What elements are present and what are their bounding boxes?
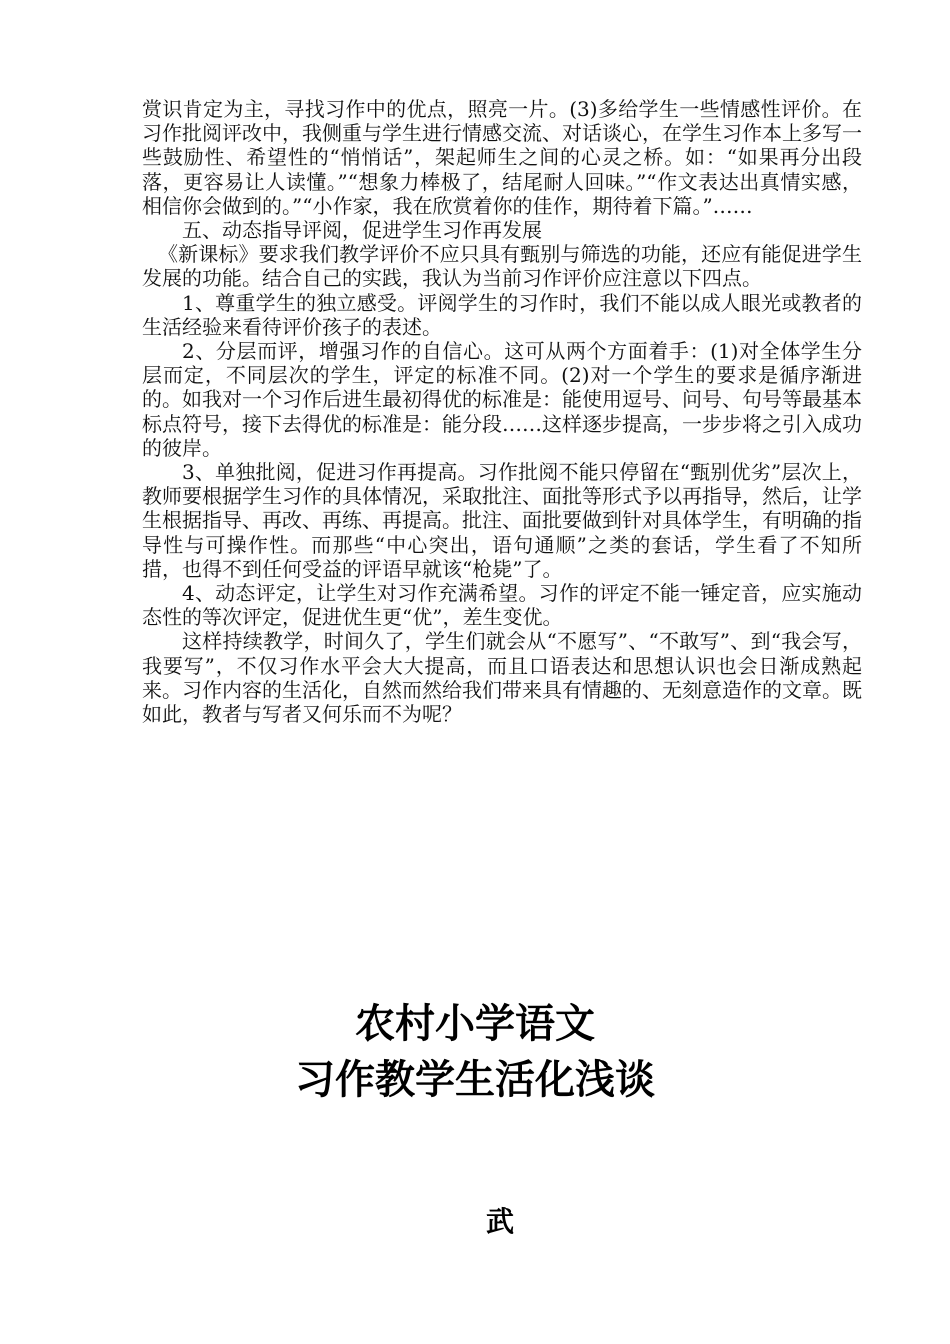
- list-item: 4、动态评定，让学生对习作充满希望。习作的评定不能一锤定音，应实施动态性的等次评定，促进优生更“优”，差生变优。: [142, 581, 862, 630]
- author-name: 武: [485, 1205, 514, 1238]
- title-line-2: 习作教学生活化浅谈: [295, 1057, 655, 1103]
- section-heading: 五、动态指导评阅，促进学生习作再发展: [182, 218, 542, 243]
- article-body: [142, 97, 862, 726]
- conclusion-paragraph: 这样持续教学，时间久了，学生们就会从“不愿写”、“不敢写”、到“我会写，我要写”，不仅习作水平会大大提高，而且口语表达和思想认识也会日渐成熟起来。习作内容的生活化，自然而然给我们带来具有情趣的、无刻意造作的文章。既如此，教者与写者又何乐而不为呢？: [142, 629, 862, 727]
- paragraph: 《新课标》要求我们教学评价不应只具有甄别与筛选的功能，还应有能促进学生发展的功能。结合自己的实践，我认为当前习作评价应注意以下四点。: [142, 242, 862, 291]
- list-item: 2、分层而评，增强习作的自信心。这可从两个方面着手：(1)对全体学生分层而定，不同层次的学生，评定的标准不同。(2)对一个学生的要求是循序渐进的。如我对一个习作后进生最初得优的标准是：能使用逗号、问号、句号等最基本标点符号，接下去得优的标准是：能分段……这样逐步提高，一步步将之引入成功的彼岸。: [142, 339, 862, 460]
- title-line-1: 农村小学语文: [355, 1001, 595, 1047]
- paragraph-continued: 赏识肯定为主，寻找习作中的优点，照亮一片。(3)多给学生一些情感性评价。在习作批阅评改中，我侧重与学生进行情感交流、对话谈心，在学生习作本上多写一些鼓励性、希望性的“悄悄话”，架起师生之间的心灵之桥。如：“如果再分出段落，更容易让人读懂。”“想象力棒极了，结尾耐人回味。”“作文表达出真情实感，相信你会做到的。”“小作家，我在欣赏着你的佳作，期待着下篇。”……: [142, 97, 862, 218]
- document-title: [0, 996, 950, 1108]
- list-item: 1、尊重学生的独立感受。评阅学生的习作时，我们不能以成人眼光或教者的生活经验来看待评价孩子的表述。: [142, 290, 862, 339]
- list-item: 3、单独批阅，促进习作再提高。习作批阅不能只停留在“甄别优劣”层次上，教师要根据学生习作的具体情况，采取批注、面批等形式予以再指导，然后，让学生根据指导、再改、再练、再提高。批注、面批要做到针对具体学生，有明确的指导性与可操作性。而那些“中心突出，语句通顺”之类的套话，学生看了不知所措，也得不到任何受益的评语早就该“枪毙”了。: [142, 460, 862, 581]
